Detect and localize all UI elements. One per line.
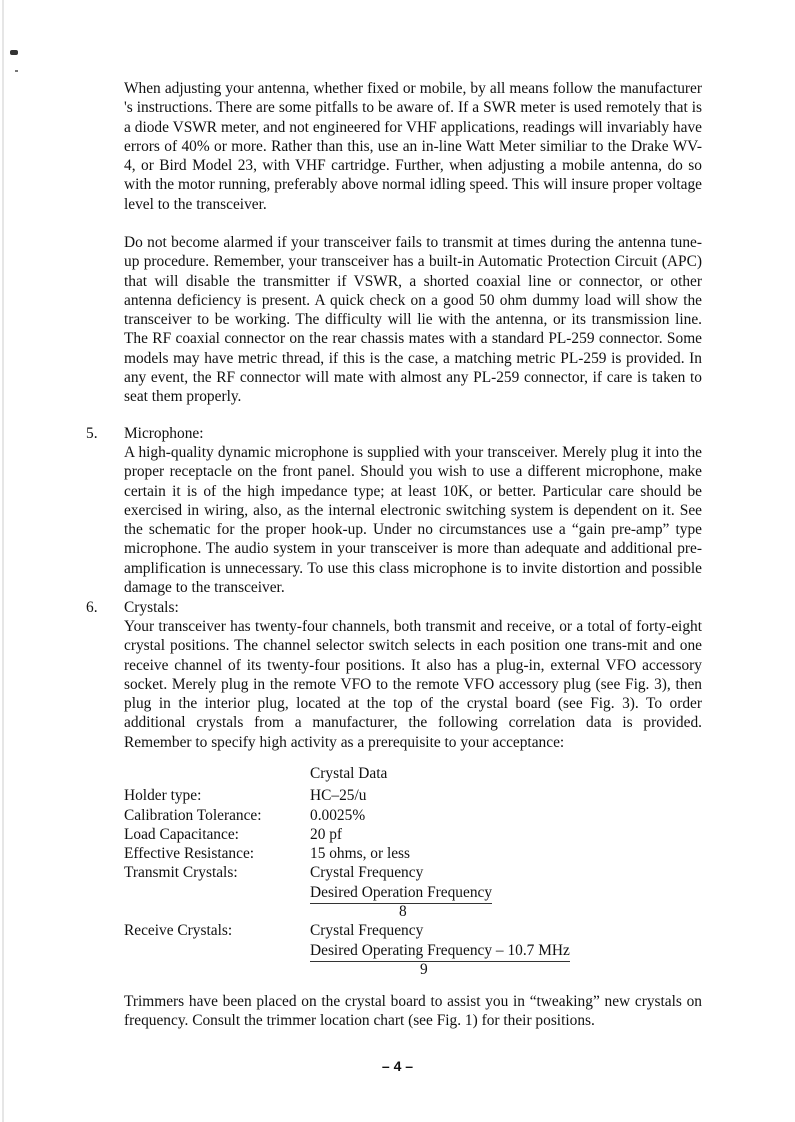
row-label: Holder type: — [124, 787, 202, 805]
transmit-label: Transmit Crystals: — [124, 864, 238, 882]
row-label: Calibration Tolerance: — [124, 806, 262, 824]
receive-label: Receive Crystals: — [124, 922, 233, 940]
paragraph-antenna-adjust: When adjusting your antenna, whether fixed or mobile, by all means follow the manufacturer 's instructions. There are some pitfalls to be aware of. If a SWR meter is used remotely that is a diode VSWR meter, and not engineered for VHF applications, readings will invariably have errors of 40% or more. Rather than this, use an in-line Watt Meter similiar to the Drake WV-4, or Bird Model 23, with VHF cartridge. Further, when adjusting a mobile antenna, do so with the motor running, preferably above normal idling speed. This will insure proper voltage level to the transceiver. — [124, 80, 702, 213]
section-number: 6. — [86, 599, 98, 616]
transmit-numerator: Desired Operation Frequency — [310, 883, 492, 904]
section-title-microphone: Microphone: — [124, 425, 204, 442]
section-title-crystals: Crystals: — [124, 599, 179, 616]
transmit-line1: Crystal Frequency — [310, 864, 424, 882]
crystal-data-title: Crystal Data — [310, 765, 388, 782]
row-value: 20 pf — [310, 825, 343, 843]
page-number: – 4 – — [381, 1058, 414, 1074]
scan-edge — [2, 0, 4, 1122]
row-value: 0.0025% — [310, 806, 366, 824]
section-body-microphone: A high-quality dynamic microphone is supplied with your transceiver. Merely plug it into the proper receptacle on the front panel. Should you wish to use a different microphone, make certain it is of the high impedance type; at least 10K, or better. Particular care should be exercised in wiring, also, as the internal electronic switching system is dependent on it. See the schematic for the proper hook-up. Under no circumstances use a “gain pre-amp” type microphone. The audio system in your transceiver is more than adequate and additional pre-amplification is unnecessary. To use this class microphone is to invite distortion and possible damage to the transceiver. — [124, 444, 702, 597]
scan-artifact — [15, 70, 18, 72]
section-body-crystals: Your transceiver has twenty-four channels, both transmit and receive, or a total of forty-eight crystal positions. The channel selector switch selects in each position one trans-mit and one receive channel of its twenty-four positions. It also has a plug-in, external VFO accessory socket. Merely plug in the remote VFO to the remote VFO accessory plug (see Fig. 3), then plug in the interior plug, located at the top of the crystal board (see Fig. 3). To order additional crystals from a manufacturer, the following correlation data is provided. Remember to specify high activity as a prerequisite to your acceptance: — [124, 618, 702, 751]
scan-artifact — [10, 50, 18, 55]
section-number: 5. — [86, 425, 98, 442]
receive-denominator: 9 — [420, 960, 428, 978]
transmit-denominator: 8 — [399, 903, 407, 921]
receive-line1: Crystal Frequency — [310, 922, 424, 940]
row-label: Effective Resistance: — [124, 845, 255, 863]
row-value: HC–25/u — [310, 787, 367, 805]
row-value: 15 ohms, or less — [310, 845, 411, 863]
paragraph-trimmers: Trimmers have been placed on the crystal board to assist you in “tweaking” new crystals on frequency. Consult the trimmer location chart (see Fig. 1) for their positions. — [124, 993, 702, 1030]
row-label: Load Capacitance: — [124, 825, 239, 843]
paragraph-apc: Do not become alarmed if your transceiver fails to transmit at times during the antenna tune-up procedure. Remember, your transceiver has a built-in Automatic Protection Circuit (APC) that will disable the transmitter if VSWR, a shorted coaxial line or connector, or other antenna deficiency is present. A quick check on a good 50 ohm dummy load will show the transceiver to be working. The difficulty will lie with the antenna, or its transmission line. The RF coaxial connector on the rear chassis mates with a standard PL-259 connector. Some models may have metric thread, if this is the case, a matching metric PL-259 is provided. In any event, the RF connector will mate with almost any PL-259 connector, if care is taken to seat them properly. — [124, 234, 702, 406]
receive-numerator: Desired Operating Frequency – 10.7 MHz — [310, 941, 570, 962]
